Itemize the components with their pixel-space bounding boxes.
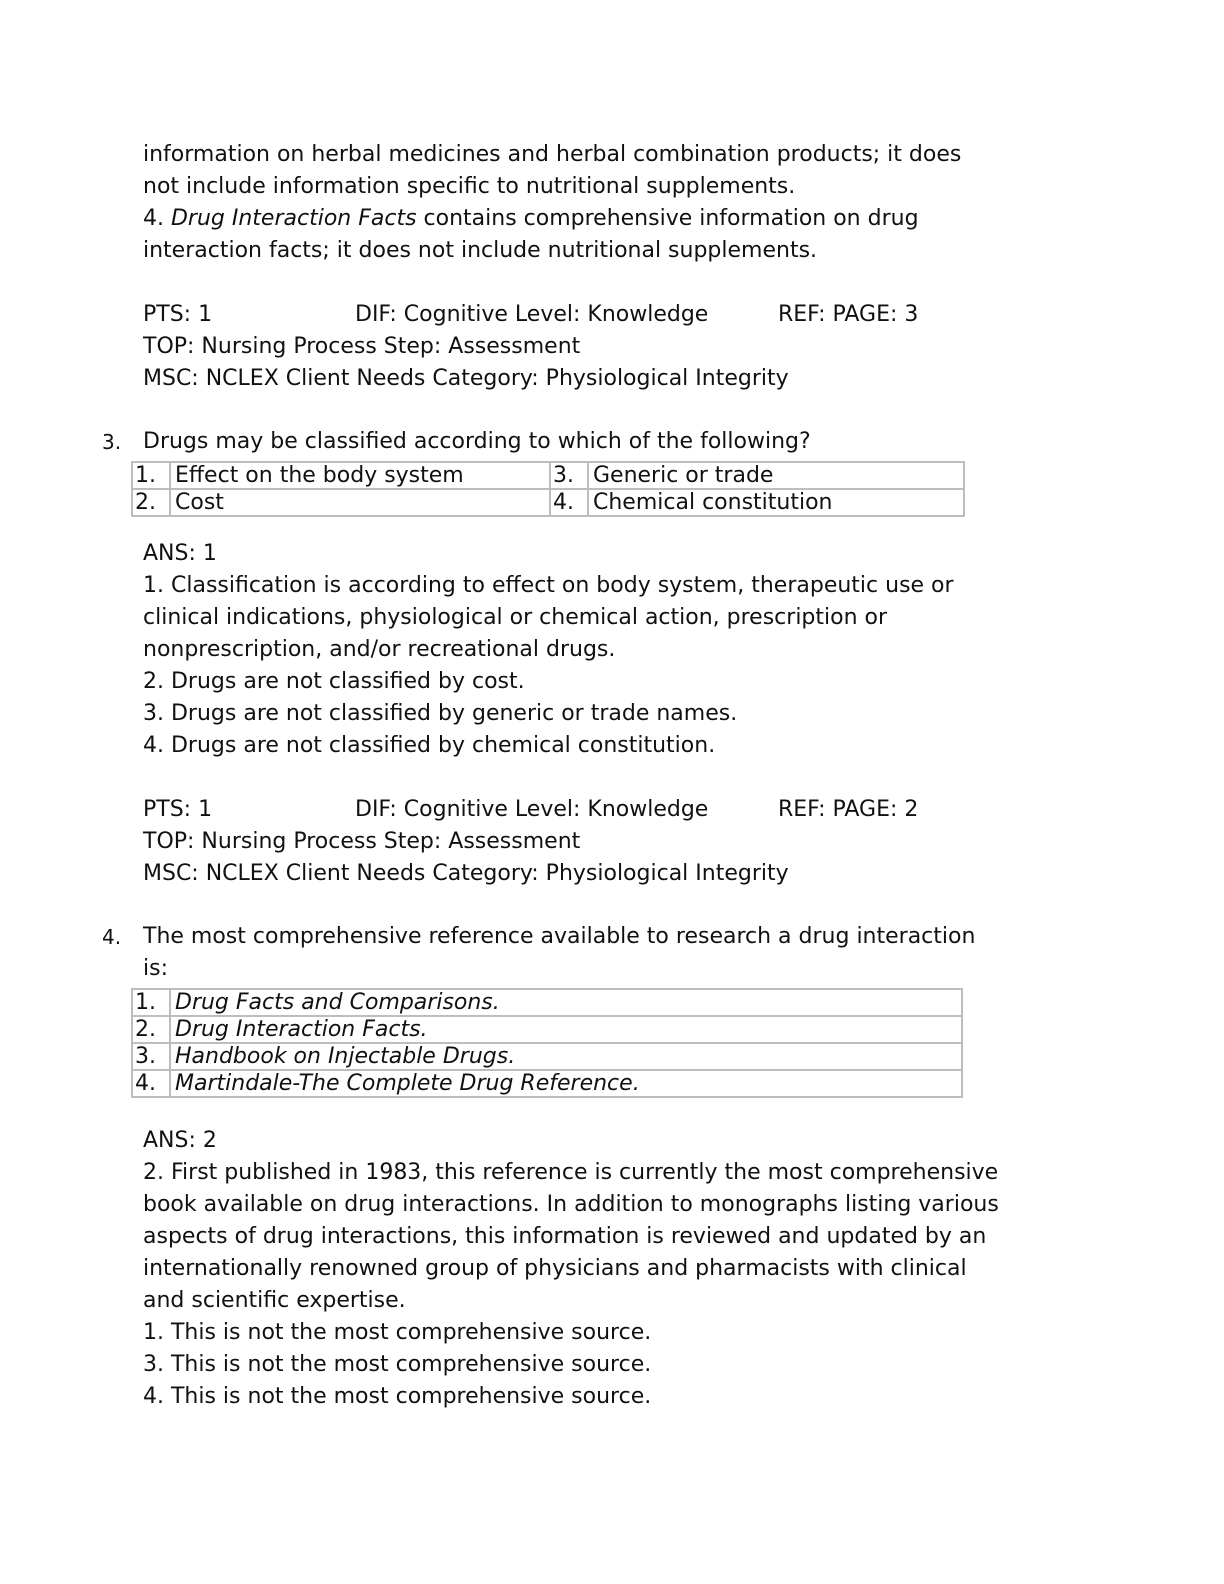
rationale-line: 3. This is not the most comprehensive source. xyxy=(143,1352,652,1377)
rationale-line: nonprescription, and/or recreational drugs. xyxy=(143,637,616,662)
option-number: 2. xyxy=(132,489,170,516)
option-number: 4. xyxy=(132,1070,170,1097)
rationale-line: internationally renowned group of physicians and pharmacists with clinical xyxy=(143,1256,967,1281)
table-row xyxy=(132,989,962,1016)
option-number: 4. xyxy=(550,489,588,516)
options-table xyxy=(131,461,965,517)
option-number: 3. xyxy=(550,462,588,489)
book-title: Drug Interaction Facts xyxy=(170,206,417,231)
msc-label: MSC: NCLEX Client Needs Category: Physiological Integrity xyxy=(143,366,789,391)
option-text: Martindale-The Complete Drug Reference. xyxy=(170,1070,962,1097)
question-number: 4. xyxy=(102,925,122,949)
option-text: Generic or trade xyxy=(588,462,964,489)
rationale-line: 1. Classification is according to effect on body system, therapeutic use or xyxy=(143,573,954,598)
option-text: Drug Facts and Comparisons. xyxy=(170,989,962,1016)
table-row xyxy=(132,1043,962,1070)
rationale-line: 4. This is not the most comprehensive source. xyxy=(143,1384,652,1409)
ref-label: REF: PAGE: 2 xyxy=(778,797,919,822)
options-table xyxy=(131,988,963,1098)
question-stem: The most comprehensive reference available to research a drug interaction xyxy=(143,924,976,949)
option-number: 3. xyxy=(132,1043,170,1070)
ref-label: REF: PAGE: 3 xyxy=(778,302,919,327)
option-text: Cost xyxy=(170,489,550,516)
rationale-line: 2. Drugs are not classified by cost. xyxy=(143,669,525,694)
meta-row xyxy=(143,299,1043,331)
rationale-line: and scientific expertise. xyxy=(143,1288,406,1313)
rationale-line: book available on drug interactions. In addition to monographs listing various xyxy=(143,1192,999,1217)
table-row xyxy=(132,1070,962,1097)
intro-line: not include information specific to nutritional supplements. xyxy=(143,174,796,199)
option-text: Handbook on Injectable Drugs. xyxy=(170,1043,962,1070)
option-number: 1. xyxy=(132,462,170,489)
table-row xyxy=(132,1016,962,1043)
rationale-line: 2. First published in 1983, this reference is currently the most comprehensive xyxy=(143,1160,999,1185)
option-text: Drug Interaction Facts. xyxy=(170,1016,962,1043)
answer-label: ANS: 1 xyxy=(143,541,217,566)
option-text: Chemical constitution xyxy=(588,489,964,516)
intro-suffix: contains comprehensive information on drug xyxy=(416,206,919,231)
intro-prefix: 4. xyxy=(143,206,171,231)
table-row xyxy=(132,489,964,516)
intro-line: interaction facts; it does not include nutritional supplements. xyxy=(143,238,818,263)
option-number: 2. xyxy=(132,1016,170,1043)
answer-label: ANS: 2 xyxy=(143,1128,217,1153)
rationale-line: 4. Drugs are not classified by chemical constitution. xyxy=(143,733,716,758)
pts-label: PTS: 1 xyxy=(143,302,213,327)
pts-label: PTS: 1 xyxy=(143,797,213,822)
question-number: 3. xyxy=(102,430,122,454)
rationale-line: aspects of drug interactions, this information is reviewed and updated by an xyxy=(143,1224,987,1249)
rationale-line: 1. This is not the most comprehensive source. xyxy=(143,1320,652,1345)
top-label: TOP: Nursing Process Step: Assessment xyxy=(143,829,581,854)
rationale-line: clinical indications, physiological or chemical action, prescription or xyxy=(143,605,888,630)
option-text: Effect on the body system xyxy=(170,462,550,489)
rationale-line: 3. Drugs are not classified by generic or trade names. xyxy=(143,701,738,726)
intro-line xyxy=(143,203,919,235)
question-stem: is: xyxy=(143,956,168,981)
dif-label: DIF: Cognitive Level: Knowledge xyxy=(355,797,709,822)
table-row xyxy=(132,462,964,489)
msc-label: MSC: NCLEX Client Needs Category: Physiological Integrity xyxy=(143,861,789,886)
option-number: 1. xyxy=(132,989,170,1016)
meta-row xyxy=(143,794,1043,826)
question-stem: Drugs may be classified according to which of the following? xyxy=(143,429,811,454)
intro-line: information on herbal medicines and herbal combination products; it does xyxy=(143,142,962,167)
dif-label: DIF: Cognitive Level: Knowledge xyxy=(355,302,709,327)
top-label: TOP: Nursing Process Step: Assessment xyxy=(143,334,581,359)
